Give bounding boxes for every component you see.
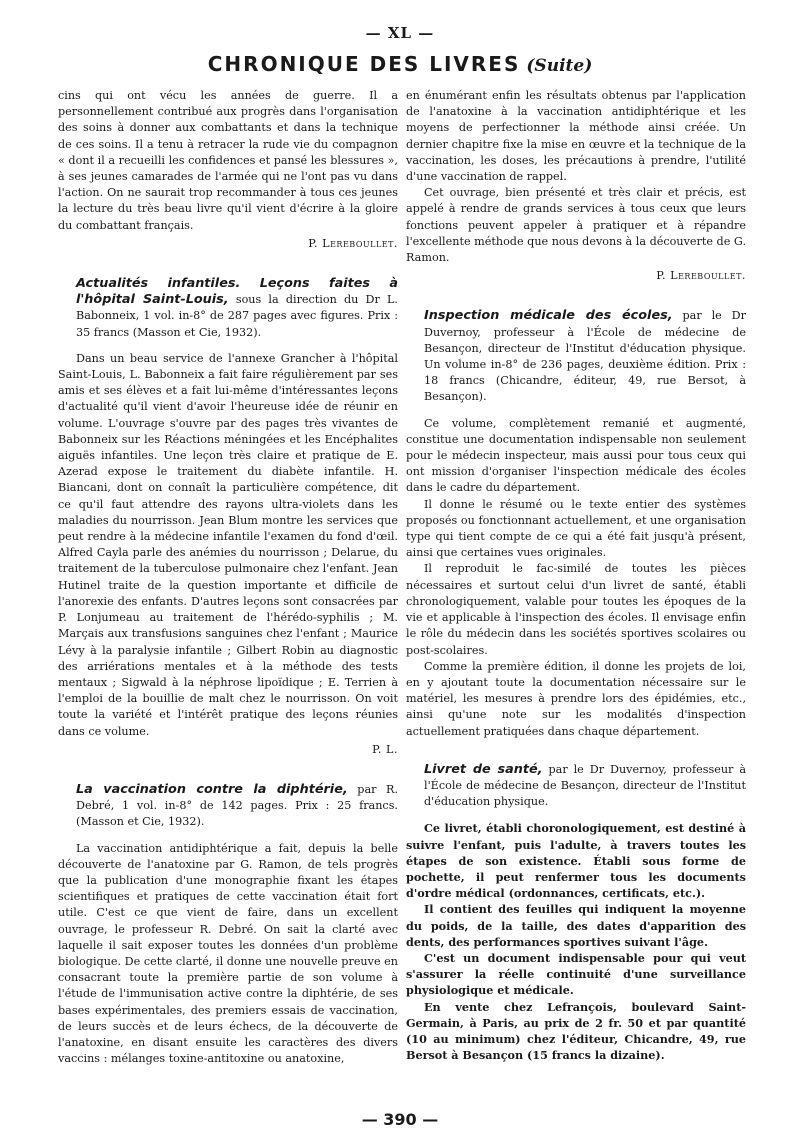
review-paragraph: Il donne le résumé ou le texte entier des systèmes proposés ou fonctionnant actuellement, et une organisation type qui tient compte de ce qui a été fait jusqu'à présent, ainsi que certaines vues originales. (406, 497, 746, 560)
book-reference: par le Dr Duvernoy, professeur à l'École de médecine de Besançon, directeur de l'Institut d'éducation physique. (424, 762, 747, 809)
section-suite: (Suite) (526, 56, 593, 76)
book-reference: sous la direction du Dr L. Babonneix, 1 vol. in-8° de 287 pages avec figures. Prix : 35 francs (Masson et Cie, 1932). (76, 293, 398, 339)
review-paragraph: Cet ouvrage, bien présenté et très clair et précis, est appelé à rendre de grands services à tous ceux que leurs fonctions peuvent appeler à pratiquer et à répandre l'excellente méthode que nous devons à la découverte de G. Ramon. (406, 186, 746, 265)
book-title: La vaccination contre la diphtérie, (76, 781, 348, 797)
review-signature: P. Lereboullet. (308, 236, 398, 250)
review-signature: P. L. (372, 742, 398, 756)
book-entry-heading (406, 308, 746, 405)
notice-paragraph: C'est un document indispensable pour qui veut s'assurer la réelle continuité d'une surveillance physiologique et médicale. (406, 950, 746, 998)
notice-block (406, 820, 746, 1063)
review-signature: P. Lereboullet. (656, 269, 746, 283)
book-entry-heading (58, 276, 398, 341)
review-paragraph: La vaccination antidiphtérique a fait, depuis la belle découverte de l'anatoxine par G. Ramon, de tels progrès que la publication d'une monographie fixant les étapes scientifiques et pratiques de cette vaccination était fort utile. C'est ce que vient de faire, dans un excellent ouvrage, le professeur R. Debré. On sait la clarté avec laquelle il sait exposer toutes les données d'un problème biologique. De cette clarté, il donne une nouvelle preuve en consacrant toute la première partie de son volume à l'étude de l'immunisation active contre la diphtérie, de ses bases expérimentales, des premiers essais de vaccination, de leurs succès et de leurs échecs, de la découverte de l'anatoxine, en disant ensuite les caractères des divers vaccins : mélanges toxine-antitoxine ou anatoxine, (58, 841, 398, 1066)
notice-paragraph: Il contient des feuilles qui indiquent la moyenne du poids, de la taille, des dates d'apparition des dents, des performances sportives suivant l'âge. (406, 902, 746, 949)
left-column (58, 88, 398, 1067)
book-title: Inspection médicale des écoles, (424, 308, 673, 324)
review-paragraph: Comme la première édition, il donne les projets de loi, en y ajoutant toute la documentation nécessaire sur le matériel, les mesures à prendre lors des épidémies, etc., ainsi qu'une note sur les modalités d'inspection actuellement pratiquées dans chaque département. (406, 659, 746, 738)
right-column (406, 88, 746, 1063)
notice-paragraph: Ce livret, établi choronologiquement, est destiné à suivre l'enfant, puis l'adulte, à travers toutes les étapes de son existence. Établi sous forme de pochette, il peut renfermer tous les documents d'ordre médical (ordonnances, certificats, etc.). (406, 821, 746, 901)
book-title: Actualités infantiles. Leçons faites à l'hôpital Saint-Louis, (76, 276, 398, 308)
review-paragraph: Ce volume, complètement remanié et augmenté, constitue une documentation indispensable non seulement pour le médecin inspecteur, mais aussi pour tous ceux qui ont mission d'organiser l'inspection médicale des écoles dans le cadre du département. (406, 416, 746, 495)
book-title: Livret de santé, (424, 761, 543, 777)
notice-paragraph: En vente chez Lefrançois, boulevard Saint-Germain, à Paris, au prix de 2 fr. 50 et par quantité (10 au minimum) chez l'éditeur, Chicandre, 49, rue Bersot à Besançon (15 francs la dizaine). (406, 999, 746, 1063)
section-spacer (406, 740, 746, 758)
review-paragraph: Il reproduit le fac-similé de toutes les pièces nécessaires et surtout celui d'un livret de santé, établi chronologiquement, valable pour toutes les époques de la vie et applicable à l'inspection des écoles. Il envisage enfin le rôle du médecin dans les sociétés sportives scolaires ou post-scolaires. (406, 562, 746, 657)
review-continuation: cins qui ont vécu les années de guerre. Il a personnellement contribué aux progrès dans l'organisation des soins à donner aux combattants et dans la technique de ces soins. Il a tenu à retracer la rude vie du compagnon « dont il a recueilli les confidences et pansé les blessures », à ses jeunes camarades de l'armée qui ne l'ont pas vu dans l'action. On ne saurait trop recommander à tous ces jeunes la lecture du très beau livre qu'il vient d'écrire à la gloire du combattant français. (58, 89, 398, 232)
review-continuation: en énumérant enfin les résultats obtenus par l'application de l'anatoxine à la vaccination antidiphtérique et les moyens de perfectionner la méthode ainsi créée. Un dernier chapitre fixe la mise en œuvre et la technique de la vaccination, les doses, les précautions à prendre, l'utilité d'une vaccination de rappel. (406, 89, 746, 184)
page-number: — 390 — (361, 1110, 439, 1129)
folio: — XL — (365, 24, 435, 42)
page-header (0, 52, 800, 76)
book-entry-heading (406, 762, 746, 811)
book-reference: par le Dr Duvernoy, professeur à l'École de médecine de Besançon, directeur de l'Institut d'éducation physique. Un volume in-8° de 236 pages, deuxième édition. Prix : 18 francs (Chicandre, éditeur, 49, rue Bersot, à Besançon). (424, 309, 747, 404)
section-title: CHRONIQUE DES LIVRES (207, 52, 521, 76)
book-entry-heading (58, 782, 398, 831)
book-reference: par R. Debré, 1 vol. in-8° de 142 pages. Prix : 25 francs. (Masson et Cie, 1932). (76, 782, 399, 829)
review-paragraph: Dans un beau service de l'annexe Grancher à l'hôpital Saint-Louis, L. Babonneix a fait faire régulièrement par ses amis et ses élèves et a fait lui-même d'intéressantes leçons d'actualité qu'il vient d'avoir l'heureuse idée de réunir en volume. L'ouvrage s'ouvre par des pages très vivantes de Babonneix sur les Réactions méningées et les Encéphalites aiguës infantiles. Une leçon très claire et pratique de E. Azerad expose le traitement du diabète infantile. H. Biancani, dont on connaît la particulière compétence, dit ce qu'il faut attendre des rayons ultra-violets dans les maladies du nourrisson. Jean Blum montre les services que peut rendre à la médecine infantile l'examen du fond d'œil. Alfred Cayla parle des anémies du nourrisson ; Delarue, du traitement de la tuberculose pulmonaire chez l'enfant. Jean Hutinel traite de la question importante et difficile de l'anorexie des enfants. D'autres leçons sont consacrées par P. Lonjumeau au traitement de l'hérédo-syphilis ; M. Marçais aux transfusions sanguines chez l'enfant ; Maurice Lévy à la paralysie infantile ; Gilbert Robin au diagnostic des arriérations mentales et à la méthode des tests mentaux ; Sigwald à la néphrose lipoïdique ; E. Terrien à l'emploi de la bouillie de malt chez le nourrisson. On voit toute la variété et l'intérêt pratique des leçons réunies dans ce volume. (58, 351, 398, 738)
